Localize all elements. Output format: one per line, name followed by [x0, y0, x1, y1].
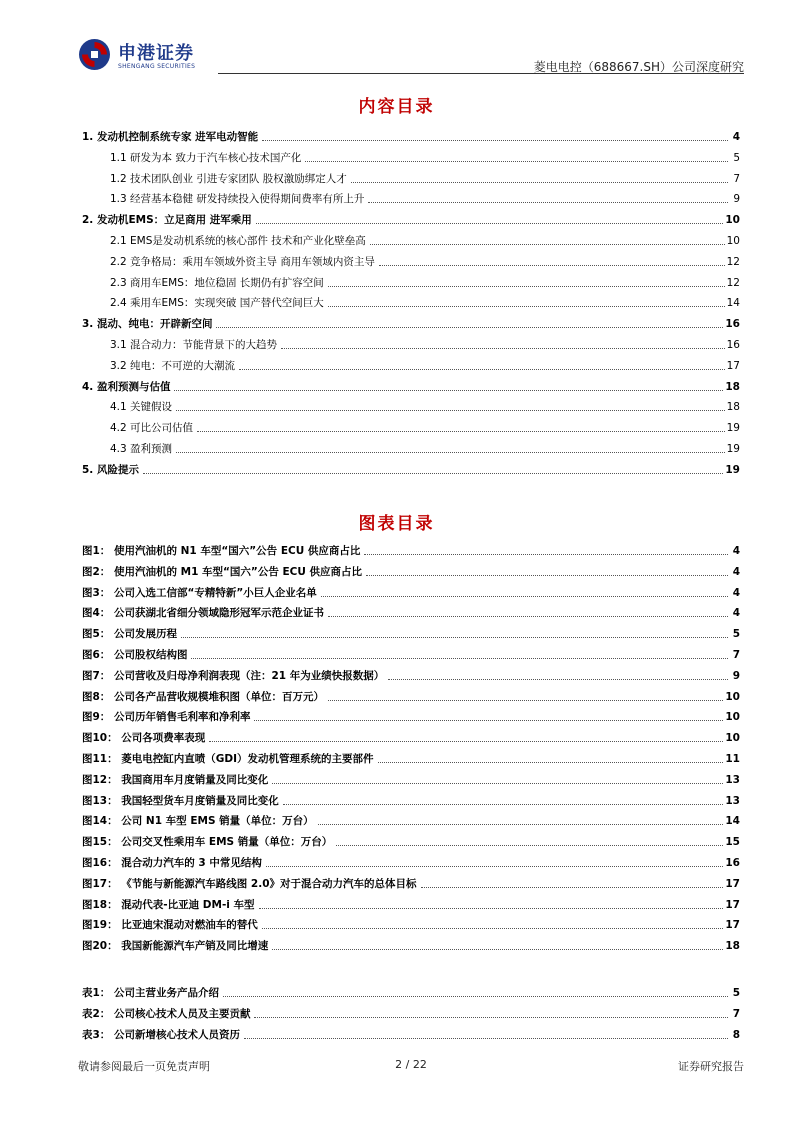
dot-leader	[364, 554, 728, 555]
toc-entry-label: 2. 发动机EMS：立足商用 进军乘用	[82, 214, 252, 227]
toc-entry-page: 7	[732, 649, 740, 661]
toc-entry-label: 1. 发动机控制系统专家 进军电动智能	[82, 131, 259, 143]
dot-leader	[378, 762, 724, 763]
toc-entry-page: 19	[726, 422, 740, 435]
toc-entry-label: 3.2 纯电：不可逆的大潮流	[110, 359, 236, 372]
toc-entry-label: 图14： 公司 N1 车型 EMS 销量（单位：万台）	[82, 815, 314, 828]
dot-leader	[328, 616, 728, 617]
toc-entry[interactable]	[82, 810, 740, 828]
toc-entry[interactable]	[82, 748, 740, 766]
toc-entry-label: 图17： 《节能与新能源汽车路线图 2.0》对于混合动力汽车的总体目标	[82, 877, 417, 890]
toc-entry-page: 10	[726, 235, 740, 247]
toc-entry-page: 12	[726, 255, 740, 268]
toc-entry-page: 18	[725, 380, 740, 393]
dot-leader	[379, 265, 725, 266]
toc-entry-page: 10	[725, 690, 740, 703]
dot-leader	[351, 182, 728, 183]
toc-entry-page: 18	[725, 940, 740, 953]
toc-entry[interactable]	[82, 935, 740, 953]
toc-entry-page: 15	[725, 836, 740, 849]
dot-leader	[421, 887, 724, 888]
logo-text-cn: 申港证券	[118, 43, 194, 64]
toc-entry-page: 5	[732, 987, 740, 999]
toc-entry[interactable]	[82, 914, 740, 932]
toc-entry[interactable]	[82, 334, 740, 352]
toc-entry-page: 13	[725, 773, 740, 786]
dot-leader	[328, 306, 725, 307]
dot-leader	[244, 1038, 728, 1039]
dot-leader	[305, 161, 728, 162]
toc-entry[interactable]	[82, 727, 740, 745]
dot-leader	[283, 804, 724, 805]
toc-entry-page: 12	[726, 276, 740, 289]
toc-entry-page: 14	[725, 815, 740, 828]
toc-entry-label: 图13： 我国轻型货车月度销量及同比变化	[82, 794, 279, 807]
toc-entry-page: 17	[725, 898, 740, 911]
toc-entry[interactable]	[82, 313, 740, 331]
toc-entry-label: 2.4 乘用车EMS：实现突破 国产替代空间巨大	[110, 297, 324, 310]
dot-leader	[272, 949, 723, 950]
toc-entry[interactable]	[82, 852, 740, 870]
toc-entry-page: 18	[726, 401, 740, 414]
dot-leader	[262, 928, 724, 929]
toc-entry-label: 图4： 公司获湖北省细分领域隐形冠军示范企业证书	[82, 607, 324, 620]
toc-entry[interactable]	[82, 623, 740, 641]
toc-entry[interactable]	[82, 873, 740, 891]
toc-entry-page: 5	[732, 628, 740, 641]
dot-leader	[181, 637, 728, 638]
toc-entry[interactable]	[82, 1003, 740, 1021]
toc-entry-page: 10	[725, 711, 740, 724]
toc-entry-label: 3.1 混合动力：节能背景下的大趋势	[110, 339, 278, 351]
toc-entry-label: 图20： 我国新能源汽车产销及同比增速	[82, 940, 269, 953]
toc-entry-page: 16	[725, 857, 740, 869]
toc-entry-label: 4.2 可比公司估值	[110, 422, 194, 435]
page-indicator: 2 / 22	[395, 1058, 427, 1071]
dot-leader	[239, 369, 725, 370]
header-divider	[218, 73, 744, 74]
toc-entry-page: 10	[725, 732, 740, 745]
toc-entry-page: 4	[732, 545, 740, 557]
toc-entry-page: 7	[733, 172, 740, 185]
toc-entry-page: 19	[726, 443, 740, 455]
toc-entry-label: 2.1 EMS是发动机系统的核心部件 技术和产业化壁垒高	[110, 235, 366, 247]
toc-entry-page: 19	[725, 463, 740, 476]
dot-leader	[321, 596, 728, 597]
toc-entry[interactable]	[82, 894, 740, 912]
dot-leader	[266, 866, 723, 867]
tables-list	[82, 982, 740, 1042]
dot-leader	[209, 741, 723, 742]
toc-entry-page: 17	[725, 919, 740, 932]
toc-entry-label: 图15： 公司交叉性乘用车 EMS 销量（单位：万台）	[82, 836, 333, 849]
company-logo-icon	[78, 38, 111, 71]
dot-leader	[272, 783, 723, 784]
report-title: 菱电电控（688667.SH）公司深度研究	[533, 60, 744, 74]
toc-entry[interactable]	[82, 292, 740, 310]
dot-leader	[318, 824, 724, 825]
dot-leader	[281, 348, 725, 349]
toc-entry-label: 图9： 公司历年销售毛利率和净利率	[82, 711, 251, 724]
toc-entry-page: 16	[725, 318, 740, 331]
toc-entry-page: 4	[732, 607, 740, 620]
dot-leader	[176, 410, 725, 411]
toc-entry-label: 图3： 公司入选工信部“专精特新”小巨人企业名单	[82, 586, 317, 599]
toc-entry-label: 表3： 公司新增核心技术人员资历	[82, 1029, 240, 1041]
toc-entry-page: 8	[732, 1029, 740, 1041]
toc-entry-label: 图8： 公司各产品营收规模堆积图（单位：百万元）	[82, 690, 324, 703]
toc-entry-label: 表2： 公司核心技术人员及主要贡献	[82, 1008, 251, 1020]
toc-entry-label: 图10： 公司各项费率表现	[82, 732, 206, 745]
dot-leader	[216, 327, 723, 328]
toc-entry-label: 4. 盈利预测与估值	[82, 380, 171, 393]
toc-entry-label: 图6： 公司股权结构图	[82, 649, 188, 661]
dot-leader	[223, 996, 728, 997]
toc-entry-page: 17	[725, 877, 740, 890]
toc-entry[interactable]	[82, 665, 740, 683]
report-type: 证券研究报告	[678, 1060, 744, 1073]
figures-title: 图表目录	[358, 514, 435, 534]
logo-text-en: SHENGANG SECURITIES	[118, 63, 196, 70]
dot-leader	[336, 845, 723, 846]
dot-leader	[191, 658, 728, 659]
toc-entry-label: 2.3 商用车EMS：地位稳固 长期仍有扩容空间	[110, 276, 324, 289]
toc-entry-label: 2.2 竞争格局：乘用车领域外资主导 商用车领域内资主导	[110, 255, 375, 268]
toc-entry-page: 17	[726, 359, 740, 372]
toc-entry-page: 4	[732, 565, 740, 578]
toc-entry[interactable]	[82, 790, 740, 808]
toc-entry-label: 图5： 公司发展历程	[82, 628, 177, 641]
toc-entry-label: 图1： 使用汽油机的 N1 车型“国六”公告 ECU 供应商占比	[82, 545, 361, 557]
dot-leader	[388, 679, 728, 680]
dot-leader	[368, 202, 728, 203]
toc-entry[interactable]	[82, 417, 740, 435]
toc-entry-label: 4.3 盈利预测	[110, 443, 173, 455]
toc-entry-label: 4.1 关键假设	[110, 401, 173, 414]
toc-entry[interactable]	[82, 459, 740, 477]
toc-entry[interactable]	[82, 251, 740, 269]
toc-entry-page: 13	[725, 794, 740, 807]
toc-list	[82, 126, 740, 476]
toc-entry-label: 1.2 技术团队创业 引进专家团队 股权激励绑定人才	[110, 172, 347, 185]
dot-leader	[174, 390, 723, 391]
toc-entry-label: 图19： 比亚迪宋混动对燃油车的替代	[82, 919, 258, 932]
dot-leader	[256, 223, 724, 224]
dot-leader	[197, 431, 725, 432]
toc-entry-label: 图18： 混动代表-比亚迪 DM-i 车型	[82, 898, 255, 911]
toc-entry-page: 10	[725, 214, 740, 227]
toc-entry-label: 图2： 使用汽油机的 M1 车型“国六”公告 ECU 供应商占比	[82, 565, 363, 578]
toc-entry-page: 9	[733, 193, 740, 206]
toc-entry-page: 9	[732, 669, 740, 682]
toc-entry[interactable]	[82, 540, 740, 558]
toc-entry[interactable]	[82, 706, 740, 724]
toc-title: 内容目录	[358, 97, 435, 117]
dot-leader	[254, 1017, 728, 1018]
toc-entry-page: 14	[726, 297, 740, 310]
dot-leader	[370, 244, 725, 245]
toc-entry-label: 图16： 混合动力汽车的 3 中常见结构	[82, 857, 262, 869]
toc-entry-label: 3. 混动、纯电：开辟新空间	[82, 318, 213, 331]
toc-entry-page: 11	[725, 753, 740, 765]
toc-entry[interactable]	[82, 230, 740, 248]
toc-entry[interactable]	[82, 209, 740, 227]
figures-list	[82, 540, 740, 960]
toc-entry[interactable]	[82, 438, 740, 456]
toc-entry[interactable]	[82, 561, 740, 579]
toc-entry-label: 图7： 公司营收及归母净利润表现（注：21 年为业绩快报数据）	[82, 669, 385, 682]
toc-entry[interactable]	[82, 686, 740, 704]
toc-entry[interactable]	[82, 168, 740, 186]
toc-entry-page: 5	[733, 151, 740, 164]
disclaimer-link[interactable]: 敬请参阅最后一页免责声明	[78, 1060, 210, 1073]
toc-entry[interactable]	[82, 644, 740, 662]
dot-leader	[176, 452, 725, 453]
toc-entry[interactable]	[82, 769, 740, 787]
toc-entry[interactable]	[82, 126, 740, 144]
toc-entry[interactable]	[82, 982, 740, 1000]
toc-entry[interactable]	[82, 376, 740, 394]
dot-leader	[143, 473, 723, 474]
page-header	[78, 38, 744, 74]
dot-leader	[328, 700, 723, 701]
toc-entry-label: 5. 风险提示	[82, 463, 139, 476]
dot-leader	[259, 908, 724, 909]
dot-leader	[262, 140, 728, 141]
toc-entry-label: 1.1 研发为本 致力于汽车核心技术国产化	[110, 151, 302, 164]
toc-entry-label: 1.3 经营基本稳健 研发持续投入使得期间费率有所上升	[110, 193, 365, 206]
toc-entry-label: 图11： 菱电电控缸内直喷（GDI）发动机管理系统的主要部件	[82, 753, 374, 765]
toc-entry[interactable]	[82, 582, 740, 600]
toc-entry-page: 7	[732, 1008, 740, 1020]
toc-entry[interactable]	[82, 272, 740, 290]
toc-entry[interactable]	[82, 831, 740, 849]
toc-entry[interactable]	[82, 602, 740, 620]
toc-entry[interactable]	[82, 396, 740, 414]
dot-leader	[328, 286, 725, 287]
dot-leader	[366, 575, 728, 576]
toc-entry[interactable]	[82, 1024, 740, 1042]
toc-entry-label: 表1： 公司主营业务产品介绍	[82, 987, 219, 999]
dot-leader	[254, 720, 723, 721]
toc-entry-page: 4	[732, 131, 740, 143]
toc-entry-page: 4	[732, 586, 740, 599]
toc-entry-page: 16	[726, 339, 740, 351]
toc-entry[interactable]	[82, 147, 740, 165]
toc-entry-label: 图12： 我国商用车月度销量及同比变化	[82, 773, 269, 786]
toc-entry[interactable]	[82, 188, 740, 206]
toc-entry[interactable]	[82, 355, 740, 373]
